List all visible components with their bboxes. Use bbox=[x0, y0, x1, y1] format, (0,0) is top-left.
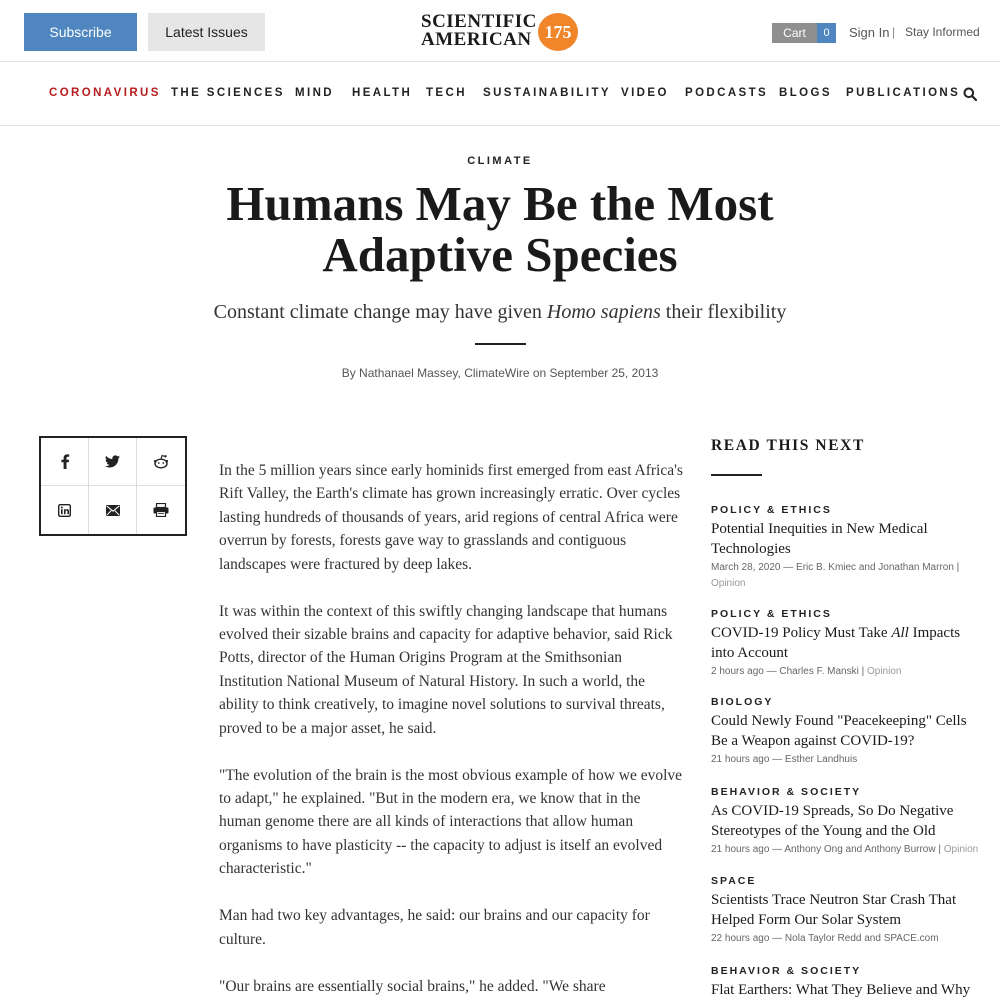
title-line-2: Adaptive Species bbox=[322, 227, 678, 282]
read-next-title-emphasis: All bbox=[891, 625, 909, 641]
read-next-category[interactable]: BIOLOGY bbox=[711, 696, 774, 708]
share-linkedin-button[interactable] bbox=[41, 486, 89, 534]
article-title bbox=[150, 178, 850, 280]
nav-item-health[interactable]: HEALTH bbox=[352, 87, 413, 99]
read-next-title-text: Potential Inequities in New Medical Technologies bbox=[711, 521, 928, 557]
article-subtitle bbox=[0, 301, 1000, 324]
read-next-item[interactable] bbox=[711, 504, 983, 592]
header-divider bbox=[475, 343, 526, 345]
read-next-meta bbox=[711, 931, 983, 947]
read-next-item[interactable] bbox=[711, 965, 983, 1000]
article-paragraph: "Our brains are essentially social brains," he added. "We share bbox=[219, 977, 606, 995]
opinion-label: Opinion bbox=[867, 666, 902, 677]
site-logo[interactable] bbox=[421, 13, 581, 51]
read-next-title-text: COVID-19 Policy Must Take bbox=[711, 625, 892, 641]
stay-informed-link[interactable]: Stay Informed bbox=[905, 25, 980, 39]
read-next-category[interactable]: SPACE bbox=[711, 875, 757, 887]
read-next-category[interactable]: POLICY & ETHICS bbox=[711, 504, 832, 516]
anniversary-badge: 175 bbox=[538, 13, 578, 51]
read-next-meta bbox=[711, 842, 983, 858]
read-next-title[interactable] bbox=[711, 801, 983, 841]
nav-item-blogs[interactable]: BLOGS bbox=[779, 87, 832, 99]
email-icon bbox=[106, 505, 120, 516]
read-next-meta-text: March 28, 2020 — Eric B. Kmiec and Jonathan Marron | bbox=[711, 562, 960, 573]
main-nav bbox=[0, 62, 1000, 126]
read-next-category[interactable]: POLICY & ETHICS bbox=[711, 608, 832, 620]
article-paragraph: It was within the context of this swiftly changing landscape that humans evolved their sizable brains and capacity for adaptive behavior, said Rick Potts, director of the Human Origins Program at the Smithsonian Institution National Museum of Natural History. In such a world, the ability to think creatively, to imagine novel solutions to survival threats, proved to be a major asset, he said. bbox=[219, 602, 673, 737]
share-print-button[interactable] bbox=[137, 486, 185, 534]
twitter-icon bbox=[105, 455, 120, 468]
reddit-icon bbox=[153, 454, 169, 469]
nav-item-mind[interactable]: MIND bbox=[295, 87, 334, 99]
read-next-category[interactable]: BEHAVIOR & SOCIETY bbox=[711, 965, 862, 977]
nav-item-tech[interactable]: TECH bbox=[426, 87, 467, 99]
share-reddit-button[interactable] bbox=[137, 438, 185, 486]
nav-item-sustainability[interactable]: SUSTAINABILITY bbox=[483, 87, 611, 99]
dek-part-1: Constant climate change may have given bbox=[213, 301, 547, 323]
cart-button[interactable] bbox=[772, 23, 836, 43]
read-next-item[interactable] bbox=[711, 786, 983, 858]
linkedin-icon bbox=[58, 504, 71, 517]
read-next-title-text: As COVID-19 Spreads, So Do Negative Stereotypes of the Young and the Old bbox=[711, 803, 954, 839]
title-line-1: Humans May Be the Most bbox=[226, 176, 774, 231]
read-next-title-text-end: Impacts into Account bbox=[711, 625, 961, 661]
cart-count-badge: 0 bbox=[817, 23, 836, 43]
read-next-title[interactable] bbox=[711, 890, 983, 930]
read-next-title[interactable] bbox=[711, 980, 983, 1000]
facebook-icon bbox=[60, 454, 70, 469]
dek-part-2: their flexibility bbox=[660, 301, 787, 323]
article-paragraph: Man had two key advantages, he said: our brains and our capacity for culture. bbox=[219, 907, 650, 948]
opinion-label: Opinion bbox=[943, 844, 979, 855]
read-next-meta bbox=[711, 664, 983, 680]
share-toolbar bbox=[39, 436, 187, 536]
nav-item-video[interactable]: VIDEO bbox=[621, 87, 669, 99]
read-next-meta-text: 21 hours ago — Anthony Ong and Anthony Burrow | bbox=[711, 844, 941, 855]
logo-line-2: AMERICAN bbox=[421, 29, 532, 50]
read-next-title-text: Scientists Trace Neutron Star Crash That Helped Form Our Solar System bbox=[711, 892, 957, 928]
share-twitter-button[interactable] bbox=[89, 438, 137, 486]
print-icon bbox=[153, 503, 169, 517]
read-next-title[interactable] bbox=[711, 519, 983, 559]
top-bar bbox=[0, 0, 1000, 62]
nav-item-the-sciences[interactable]: THE SCIENCES bbox=[171, 87, 285, 99]
dek-emphasis: Homo sapiens bbox=[546, 301, 661, 323]
read-next-item[interactable] bbox=[711, 696, 983, 768]
share-facebook-button[interactable] bbox=[41, 438, 89, 486]
opinion-label: Opinion bbox=[711, 578, 746, 589]
article-category[interactable]: CLIMATE bbox=[467, 155, 533, 167]
article-paragraph: "The evolution of the brain is the most obvious example of how we evolve to adapt," he explained. "But in the modern era, we know that in the human genome there are all kinds of interactions that allow human organisms to have plasticity -- the capacity to adjust is itself an evolved characteristic." bbox=[219, 766, 683, 878]
sign-in-link[interactable]: Sign In bbox=[849, 25, 890, 40]
read-next-meta-text: 2 hours ago — Charles F. Manski | bbox=[711, 666, 865, 677]
read-next-meta-text: 21 hours ago — Esther Landhuis bbox=[711, 754, 858, 765]
cart-label: Cart bbox=[772, 23, 817, 43]
read-next-title[interactable] bbox=[711, 711, 983, 751]
read-next-meta bbox=[711, 752, 983, 768]
read-next-item[interactable] bbox=[711, 875, 983, 947]
article-paragraph: In the 5 million years since early hominids first emerged from east Africa's Rift Valley, the Earth's climate has grown increasingly erratic. Over cycles lasting hundreds of thousands of years, arid regions of central Africa were overrun by forests, forests gave way to grasslands and contiguous landscapes were fractured by deep lakes. bbox=[219, 462, 683, 573]
article-body bbox=[219, 459, 684, 1000]
latest-issues-button[interactable]: Latest Issues bbox=[148, 13, 265, 51]
read-next-category[interactable]: BEHAVIOR & SOCIETY bbox=[711, 786, 862, 798]
logo-line-1: SCIENTIFIC bbox=[421, 11, 537, 32]
read-next-meta bbox=[711, 560, 983, 592]
read-next-heading: READ THIS NEXT bbox=[711, 437, 865, 454]
read-next-divider bbox=[711, 474, 762, 476]
nav-item-coronavirus[interactable]: CORONAVIRUS bbox=[49, 87, 161, 99]
nav-item-publications[interactable]: PUBLICATIONS bbox=[846, 87, 961, 99]
share-email-button[interactable] bbox=[89, 486, 137, 534]
nav-item-podcasts[interactable]: PODCASTS bbox=[685, 87, 769, 99]
header-separator: | bbox=[892, 25, 896, 39]
read-next-item[interactable] bbox=[711, 608, 983, 680]
article-byline: By Nathanael Massey, ClimateWire on September 25, 2013 bbox=[341, 366, 659, 380]
read-next-title-text: Flat Earthers: What They Believe and Why bbox=[711, 982, 971, 998]
read-next-meta-text: 22 hours ago — Nola Taylor Redd and SPACE.com bbox=[711, 933, 939, 944]
search-icon[interactable] bbox=[963, 87, 977, 101]
read-next-title[interactable] bbox=[711, 623, 983, 663]
read-next-title-text: Could Newly Found "Peacekeeping" Cells Be a Weapon against COVID-19? bbox=[711, 713, 967, 749]
subscribe-button[interactable]: Subscribe bbox=[24, 13, 137, 51]
